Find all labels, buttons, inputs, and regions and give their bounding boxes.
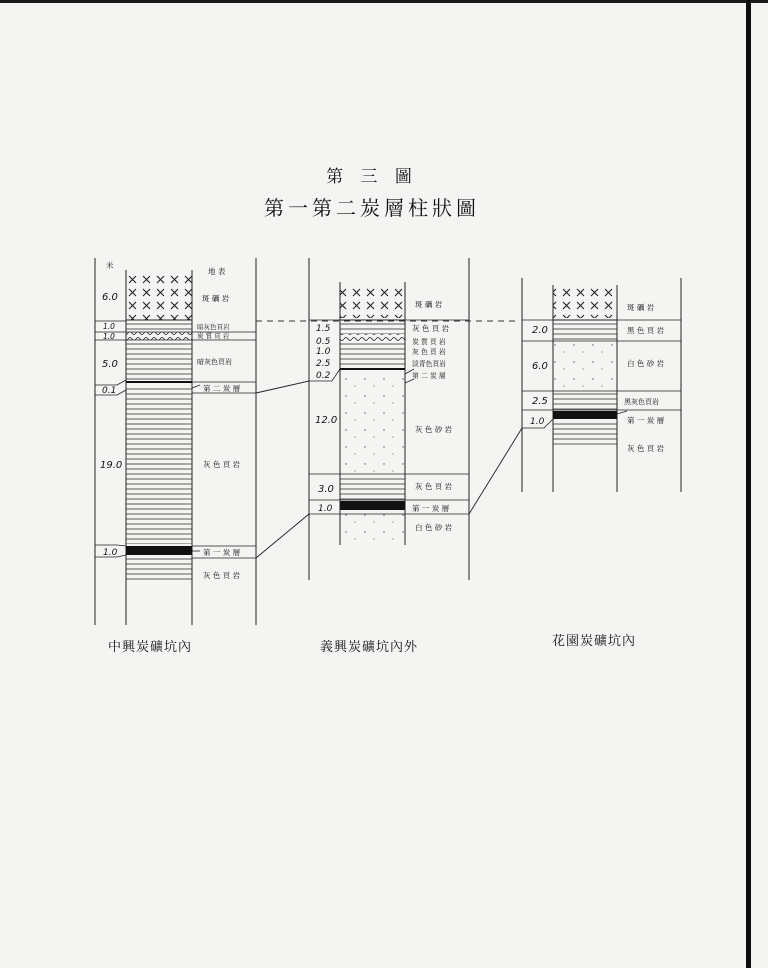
layer-name-label: 淡青色頁岩 [412, 360, 446, 368]
thickness-label: 6.0 [532, 361, 548, 372]
layer-name-label: 第 二 炭 層 [412, 372, 446, 380]
layer-name-label: 黑 色 頁 岩 [627, 326, 665, 335]
layer-name-label: 灰 色 砂 岩 [415, 425, 453, 434]
figure-title: 第一第二炭層柱狀圖 [264, 196, 480, 220]
layer-name-label: 白 色 砂 岩 [627, 359, 665, 368]
layer-name-label: 灰 色 頁 岩 [415, 482, 453, 491]
column-caption-huayuan: 花園炭礦坑內 [552, 634, 637, 649]
correlation-line-seam-1-left [256, 514, 309, 558]
column-huayuan [522, 278, 681, 492]
layer-name-label: 炭 質 頁 岩 [197, 332, 230, 340]
thickness-label: 2.5 [532, 396, 548, 407]
thickness-label: 0.2 [316, 371, 331, 381]
layer-name-label: 灰 色 頁 岩 [412, 348, 446, 356]
depth-unit-label: 米 [106, 261, 114, 270]
layer-name-label: 第 一 炭 層 [203, 548, 241, 557]
thickness-label: 5.0 [102, 359, 118, 370]
thickness-label: 2.0 [532, 325, 548, 336]
thickness-label: 3.0 [318, 484, 334, 495]
column-zhongxing [95, 258, 256, 625]
layer-name-label: 斑 礪 岩 [202, 294, 230, 303]
correlation-line-seam-2 [256, 381, 309, 393]
thickness-label: 1.0 [103, 322, 115, 331]
layer-name-label: 炭 質 頁 岩 [412, 338, 446, 346]
layer-name-label: 第 一 炭 層 [627, 416, 665, 425]
column-caption-zhongxing: 中興炭礦坑內 [108, 640, 193, 655]
thickness-label: 1.0 [530, 417, 545, 427]
layer-name-label: 斑 礪 岩 [415, 300, 443, 309]
thickness-label: 1.0 [103, 548, 118, 558]
thickness-label: 2.5 [316, 359, 331, 369]
layer-name-label: 地 表 [208, 267, 226, 276]
correlation-line-seam-1-right [469, 428, 522, 514]
thickness-label: 1.5 [316, 324, 331, 334]
layer-name-label: 灰 色 頁 岩 [203, 571, 241, 580]
layer-name-label: 暗灰色頁岩 [197, 323, 230, 331]
thickness-label: 1.0 [318, 504, 333, 514]
column-caption-yixing: 義興炭礦坑內外 [320, 640, 419, 655]
layer-name-label: 第 一 炭 層 [412, 504, 450, 513]
thickness-label: 0.5 [316, 337, 331, 347]
thickness-label: 1.0 [316, 347, 331, 357]
layer-name-label: 暗灰色頁岩 [197, 358, 232, 366]
figure-number: 第 三 圖 [326, 167, 418, 187]
layer-name-label: 黑灰色頁岩 [624, 398, 659, 406]
layer-name-label: 白 色 砂 岩 [415, 523, 453, 532]
layer-name-label: 第 二 炭 層 [203, 384, 241, 393]
layer-name-label: 灰 色 頁 岩 [203, 460, 241, 469]
thickness-label: 12.0 [315, 415, 338, 426]
layer-name-label: 斑 礪 岩 [627, 303, 655, 312]
layer-name-label: 灰 色 頁 岩 [627, 444, 665, 453]
layer-name-label: 灰 色 頁 岩 [412, 324, 450, 333]
thickness-label: 19.0 [100, 460, 123, 471]
thickness-label: 1.0 [103, 332, 115, 341]
thickness-label: 6.0 [102, 292, 118, 303]
thickness-label: 0.1 [102, 386, 117, 396]
